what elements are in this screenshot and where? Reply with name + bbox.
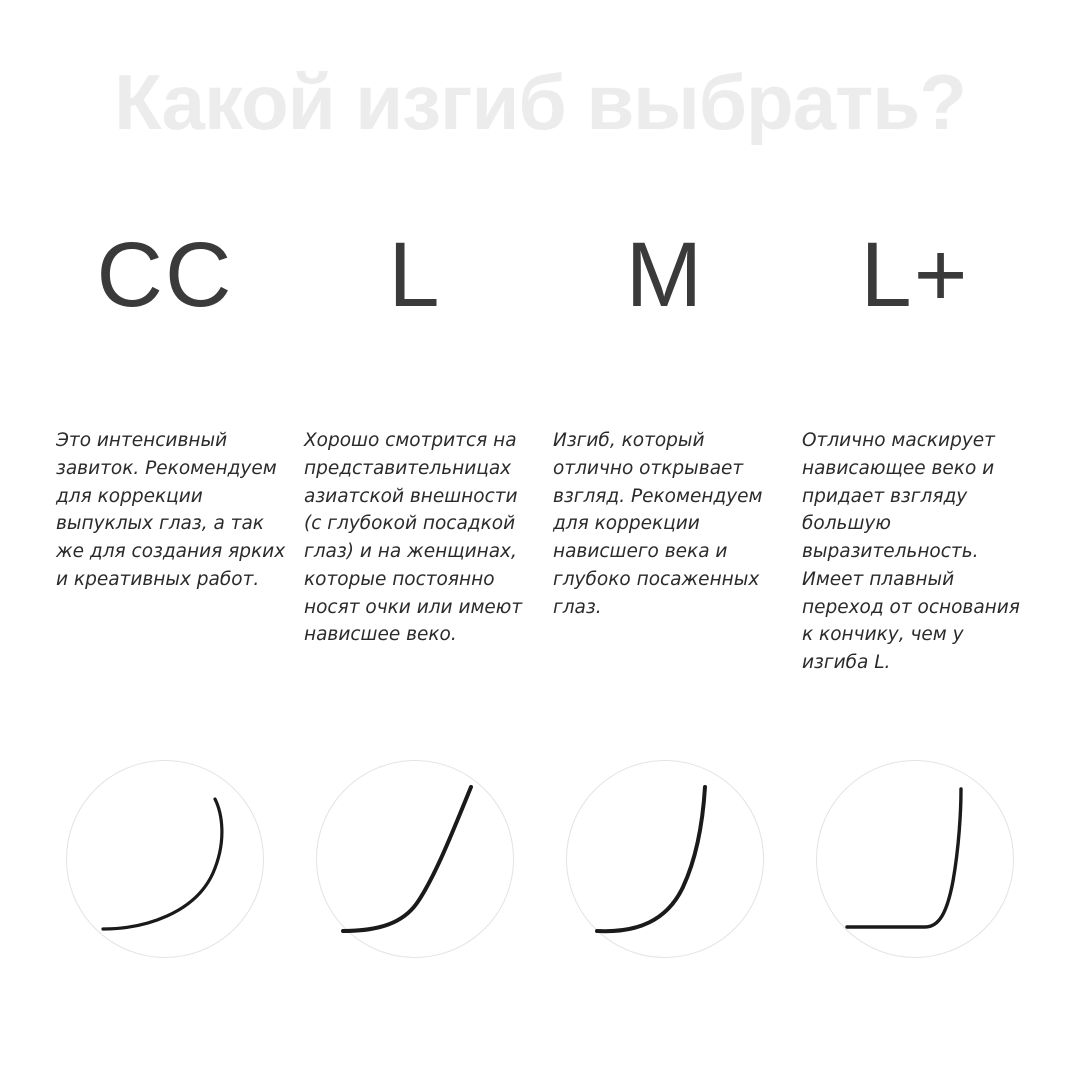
curl-description-lplus: Отлично маскирует нависающее веко и придает взгляду большую выразительность. Имеет плавный переход от основания к кончику, чем у изгиба L. bbox=[802, 430, 1020, 673]
lash-curl-l-icon bbox=[317, 761, 513, 957]
lash-curl-cc-icon bbox=[67, 761, 263, 957]
curl-label-l: L bbox=[388, 224, 442, 326]
curl-shape-circle-l bbox=[316, 760, 514, 958]
curl-shape-cell-cc bbox=[40, 760, 290, 958]
curl-shape-cell-l bbox=[290, 760, 540, 958]
curl-shape-circle-m bbox=[566, 760, 764, 958]
curl-shape-circle-lplus bbox=[816, 760, 1014, 958]
curl-columns bbox=[40, 215, 1040, 677]
curl-column-cc bbox=[40, 215, 290, 594]
curl-description-m: Изгиб, который отлично открывает взгляд. Рекомендуем для коррекции нависшего века и глубоко посаженных глаз. bbox=[553, 430, 763, 618]
curl-column-lplus bbox=[790, 215, 1040, 677]
curl-description-l: Хорошо смотрится на представительницах азиатской внешности (с глубокой посадкой глаз) и на женщинах, которые постоянно носят очки или имеют нависшее веко. bbox=[304, 430, 523, 646]
page-title: Какой изгиб выбрать? bbox=[114, 58, 966, 146]
curl-column-m bbox=[540, 215, 790, 621]
curl-shape-row bbox=[40, 760, 1040, 958]
curl-shape-cell-lplus bbox=[790, 760, 1040, 958]
lash-curl-m-icon bbox=[567, 761, 763, 957]
curl-label-lplus: L+ bbox=[860, 224, 970, 326]
curl-label-m: M bbox=[625, 224, 705, 326]
curl-label-cc: CC bbox=[96, 224, 234, 326]
curl-shape-cell-m bbox=[540, 760, 790, 958]
curl-shape-circle-cc bbox=[66, 760, 264, 958]
curl-description-cc: Это интенсивный завиток. Рекомендуем для коррекции выпуклых глаз, а так же для создания ярких и креативных работ. bbox=[56, 430, 286, 590]
lash-curl-lplus-icon bbox=[817, 761, 1013, 957]
curl-column-l bbox=[290, 215, 540, 649]
